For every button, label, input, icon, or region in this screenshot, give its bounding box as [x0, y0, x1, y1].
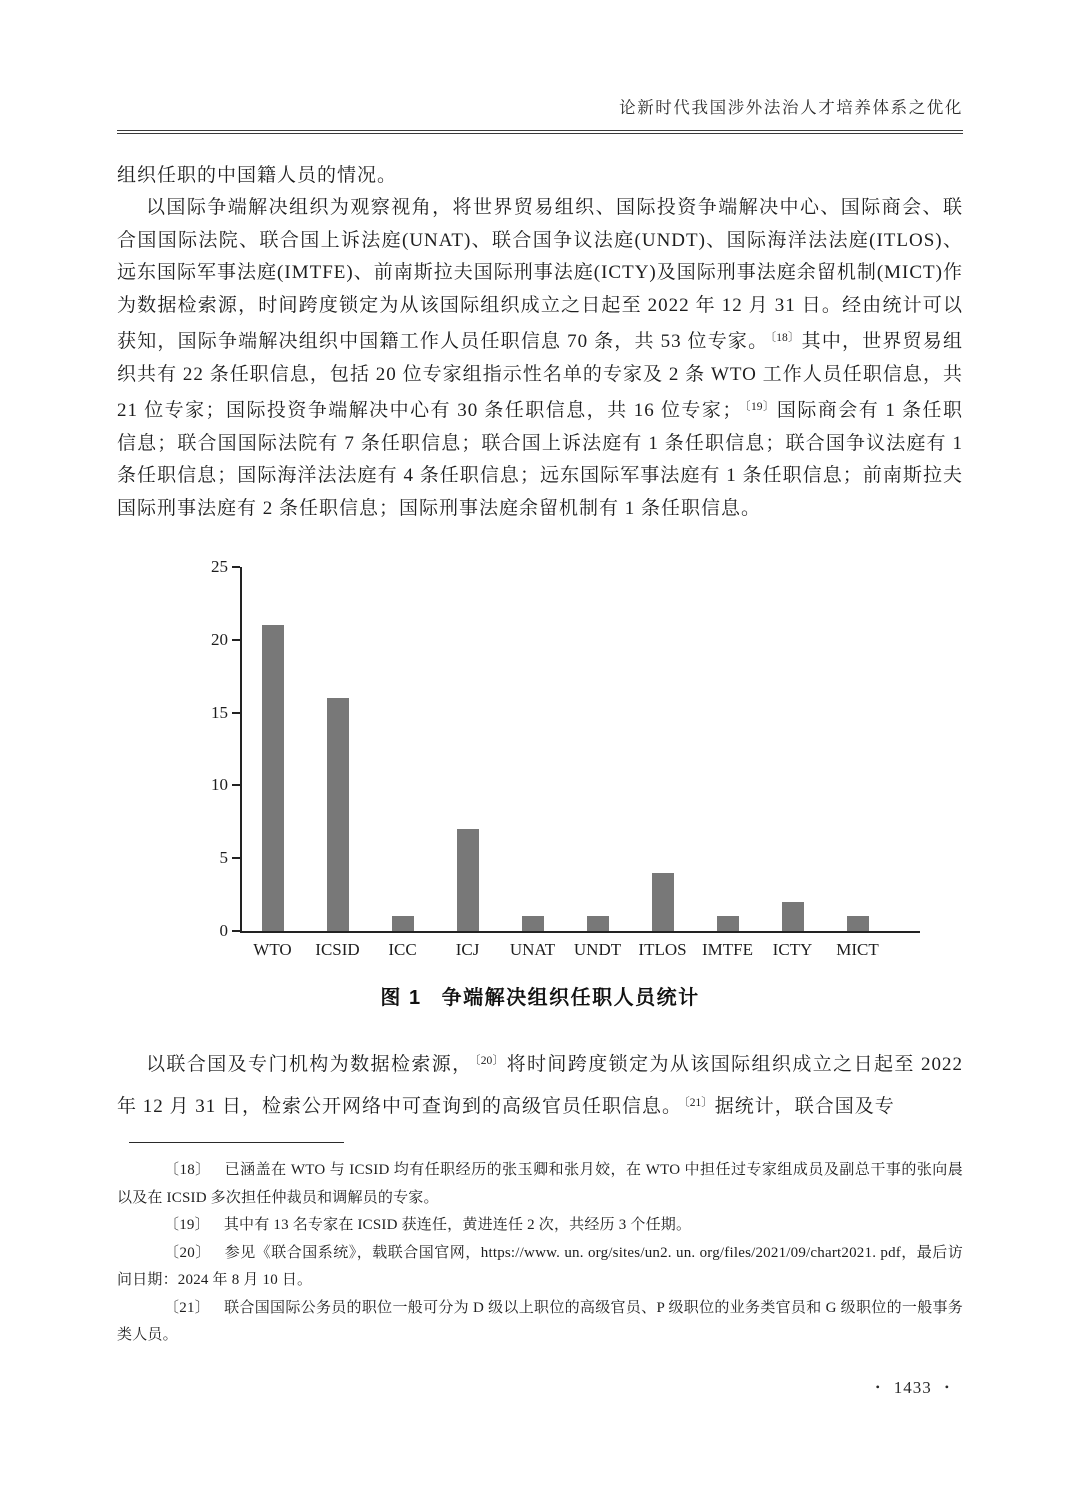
y-axis-tick-label: 5 [219, 848, 228, 868]
y-axis-tick [232, 930, 240, 932]
footnote-separator-rule [129, 1142, 344, 1143]
bar-icj [457, 829, 479, 931]
x-axis-label: ITLOS [638, 940, 687, 959]
footnote-text: 已涵盖在 WTO 与 ICSID 均有任职经历的张玉卿和张月姣，在 WTO 中担任过专家组成员及副总干事的张向晨以及在 ICSID 多次担任仲裁员和调解员的专家。 [117, 1162, 963, 1206]
x-axis-label: WTO [253, 940, 292, 959]
x-axis-label: ICSID [315, 940, 360, 959]
y-axis-tick [232, 566, 240, 568]
y-axis-tick-label: 15 [211, 702, 228, 722]
footnote [117, 1240, 963, 1295]
body-paragraphs [117, 160, 963, 526]
page-number-value: 1433 [893, 1378, 932, 1397]
footnote-reference: 〔19〕 [744, 401, 775, 413]
bar-icsid [327, 698, 349, 931]
x-axis-label: UNAT [509, 940, 556, 959]
x-axis-label: IMTFE [702, 940, 753, 959]
footnote-marker: 〔18〕 [164, 1162, 211, 1178]
bar-imtfe [717, 916, 739, 931]
bar-unat [522, 916, 544, 931]
figure-caption [117, 981, 963, 1010]
y-axis-line [240, 567, 242, 933]
footnote-reference: 〔18〕 [770, 332, 800, 344]
y-axis-tick [232, 639, 240, 641]
y-axis-tick-label: 25 [211, 557, 228, 576]
bar-icc [392, 916, 414, 931]
body-paragraph [117, 192, 963, 525]
footnote-marker: 〔21〕 [164, 1299, 211, 1316]
footnote-text: 联合国国际公务员的职位一般可分为 D 级以上职位的高级官员、P 级职位的业务类官员和 G 级职位的一般事务类人员。 [117, 1299, 963, 1343]
bar-chart [117, 555, 963, 967]
footnote-marker: 〔19〕 [164, 1217, 210, 1233]
paragraph-text: 将时间跨度锁定为从该国际组织成立之日起至 2022 年 12 月 31 日，检索公开网络中可查询到的高级官员任职信息。 [117, 1054, 963, 1117]
header-rule [117, 130, 963, 134]
running-header-title: 论新时代我国涉外法治人才培养体系之优化 [619, 98, 963, 117]
page-number [876, 1378, 950, 1398]
page-number-bullet-left: • [875, 1380, 881, 1394]
footnote-reference: 〔20〕 [474, 1055, 505, 1067]
footnote-text: 参见《联合国系统》，载联合国官网，https://www. un. org/sites/un2. un. org/files/2021/09/chart2021. pdf，最后访问日期：2024 年 8 月 10 日。 [117, 1244, 963, 1288]
y-axis-tick-label: 0 [219, 921, 228, 940]
footnote-marker: 〔20〕 [164, 1244, 211, 1261]
paragraph-text: 以国际争端解决组织为观察视角，将世界贸易组织、国际投资争端解决中心、国际商会、联合国国际法院、联合国上诉法庭(UNAT)、联合国争议法庭(UNDT)、国际海洋法法庭(ITLOS)、远东国际军事法庭(IMTFE)、前南斯拉夫国际刑事法庭(ICTY)及国际刑事法庭余留机制(MICT)作为数据检索源，时间跨度锁定为从该国际组织成立之日起至 2022 年 12 月 31 日。经由统计可以获知，国际争端解决组织中国籍工作人员任职信息 70 条，共 53 位专家。 [117, 197, 963, 352]
footnote [117, 1157, 963, 1212]
y-axis-tick-label: 10 [211, 775, 228, 795]
y-axis-tick [232, 784, 240, 786]
y-axis-tick [232, 857, 240, 859]
body-paragraph [117, 160, 963, 193]
bar-icty [782, 902, 804, 931]
paragraph-text: 其中，世界贸易组织共有 22 条任职信息，包括 20 位专家组指示性名单的专家及 2 条 WTO 工作人员任职信息，共 21 位专家；国际投资争端解决中心有 30 条任职信息，共 16 位专家； [117, 331, 963, 421]
body-paragraph [117, 1042, 963, 1126]
x-axis-label: ICC [388, 940, 417, 959]
x-axis-label: ICTY [772, 940, 813, 959]
footnote-reference: 〔21〕 [684, 1097, 713, 1109]
x-axis-label: ICJ [455, 940, 480, 959]
x-axis-label: MICT [836, 940, 879, 959]
bar-wto [262, 625, 284, 931]
bar-undt [587, 916, 609, 931]
figure-caption-label: 图 1 [380, 987, 422, 1009]
x-axis-line [240, 931, 920, 933]
paragraph-text: 组织任职的中国籍人员的情况。 [117, 164, 398, 186]
footnote-text: 其中有 13 名专家在 ICSID 获连任，黄进连任 2 次，共经历 3 个任期。 [223, 1217, 692, 1233]
x-axis-label: UNDT [573, 940, 622, 959]
y-axis-tick-label: 20 [211, 629, 228, 649]
footnote [117, 1295, 963, 1350]
footnote [117, 1212, 963, 1240]
paragraph-text: 据统计，联合国及专 [714, 1096, 895, 1117]
bar-itlos [652, 873, 674, 931]
bar-mict [847, 916, 869, 931]
y-axis-tick [232, 712, 240, 714]
footnotes [117, 1157, 963, 1350]
page-number-bullet-right: • [944, 1380, 950, 1394]
paragraph-text: 国际商会有 1 条任职信息；联合国国际法院有 7 条任职信息；联合国上诉法庭有 1 条任职信息；联合国争议法庭有 1 条任职信息；国际海洋法法庭有 4 条任职信息；远东国际军事法庭有 1 条任职信息；前南斯拉夫国际刑事法庭有 2 条任职信息；国际刑事法庭余留机制有 1 条任职信息。 [117, 400, 963, 519]
body-paragraphs-after-chart [117, 1042, 963, 1126]
figure-caption-text: 争端解决组织任职人员统计 [441, 987, 700, 1009]
paragraph-text: 以联合国及专门机构为数据检索源， [146, 1054, 473, 1075]
